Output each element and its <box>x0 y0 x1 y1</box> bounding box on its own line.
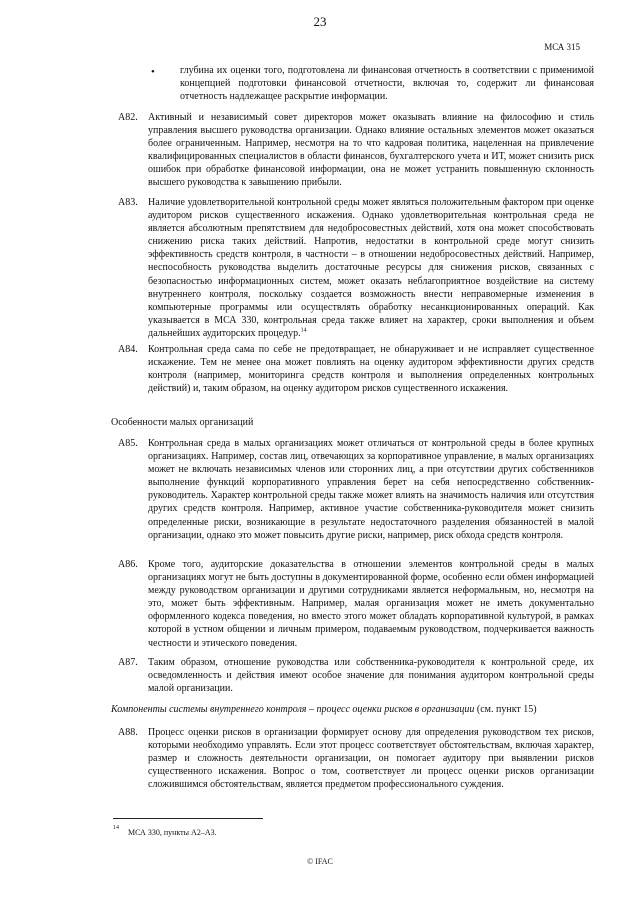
paragraph-a83-text: Наличие удовлетворительной контрольной среды может являться положительным фактором при оценке аудитором рисков существенного искажения. Однако удовлетворительная контрольная среда не является абсолютным препятствием для недобросовестных действий, хотя она может способствовать снижению риска таких действий. Напротив, недостатки в контрольной среде могут снизить эффективность средств контроля, в частности – в отношении недобросовестных действий. Например, неспособность руководства выделить достаточные ресурсы для снижения рисков, связанных с безопасностью информационных систем, может оказать неблагоприятное воздействие на систему внутреннего контроля, поскольку создается возможность внести неправомерные изменения в компьютерные программы или осуществлять обработку несанкционированных операций. Как указывается в МСА 330, контрольная среда также влияет на характер, сроки выполнения и объем дальнейших аудиторских процедур. <box>148 197 594 339</box>
page-footer: © IFAC <box>307 857 333 866</box>
component-heading-italic: Компоненты системы внутреннего контроля – процесс оценки рисков в организации <box>111 704 475 715</box>
page-number: 23 <box>313 14 327 29</box>
bullet-text: глубина их оценки того, подготовлена ли финансовая отчетность в соответствии с применимой концепцией подготовки финансовой отчетности, включая то, содержит ли финансовая отчетность надлежащее раскрытие информации. <box>180 65 594 103</box>
paragraph-a88: Процесс оценки рисков в организации формирует основу для определения руководством тех рисков, которыми необходимо управлять. Если этот процесс соответствует обстоятельствам, включая характер, размер и сложность деятельности организации, он помогает аудитору при выявлении рисков существенного искажения. Вопрос о том, соответствует ли процесс оценки рисков организации сложившимся обстоятельствам, является предметом профессионального суждения. <box>148 727 594 791</box>
paragraph-a84: Контрольная среда сама по себе не предотвращает, не обнаруживает и не исправляет существенное искажение. Тем не менее она может повлиять на оценку аудитором эффективности других средств контроля (например, мониторинга средств контроля и выполнения определенных контрольных действий) и, таким образом, на оценку аудитором рисков существенного искажения. <box>148 344 594 395</box>
paragraph-a83 <box>148 196 594 340</box>
standard-reference: МСА 315 <box>544 42 580 52</box>
footnote-reference: 14 <box>300 327 307 334</box>
paragraph-label-a85: A85. <box>118 438 138 449</box>
footnote-number: 14 <box>113 825 119 831</box>
paragraph-label-a88: A88. <box>118 727 138 738</box>
paragraph-a85: Контрольная среда в малых организациях может отличаться от контрольной среды в более крупных организациях. Например, состав лиц, отвечающих за корпоративное управление, в малых организациях может не включать независимых членов или сторонних лиц, а при отсутствии других собственников выполнение функций корпоративного управления берет на себя непосредственно собственник-руководитель. Характер контрольной среды также может влиять на значимость наличия или отсутствия других средств контроля. Например, активное участие собственника-руководителя может снизить определенные риски, возникающие в результате недостаточного разделения обязанностей в малой организации, однако это может повысить другие риски, например, риск обхода средств контроля. <box>148 438 594 541</box>
bullet-icon: • <box>151 66 155 78</box>
footnote-divider <box>113 818 263 819</box>
paragraph-label-a83: A83. <box>118 197 138 208</box>
paragraph-a87: Таким образом, отношение руководства или собственника-руководителя к контрольной среде, их осведомленность и действия имеют особое значение для понимания аудитором контрольной среды малой организации. <box>148 657 594 695</box>
paragraph-label-a86: A86. <box>118 559 138 570</box>
component-heading-ref: (см. пункт 15) <box>474 704 537 715</box>
paragraph-label-a84: A84. <box>118 344 138 355</box>
paragraph-label-a82: A82. <box>118 112 138 123</box>
component-heading <box>111 703 601 716</box>
section-heading-small-entities: Особенности малых организаций <box>111 417 254 428</box>
paragraph-a82: Активный и независимый совет директоров может оказывать влияние на философию и стиль управления высшего руководства организации. Однако влияние остальных элементов может оказаться более ограниченным. Например, несмотря на то что кадровая политика, нацеленная на привлечение квалифицированных специалистов в области финансов, бухгалтерского учета и ИТ, может снизить риск ошибок при обработке финансовой информации, она не может устранить повышенную склонность высшего руководства к завышению прибыли. <box>148 112 594 189</box>
paragraph-a86: Кроме того, аудиторские доказательства в отношении элементов контрольной среды в малых организациях могут не быть доступны в документированной форме, особенно если обмен информацией между руководством организации и другими сотрудниками является неформальным, но, несмотря на это, может быть эффективным. Например, малая организация может не иметь документально оформленного кодекса поведения, но вместо этого может обладать корпоративной культурой, в рамках которой в устном общении и личным примером, подаваемым руководством, подчеркивается важность честности и этического поведения. <box>148 559 594 649</box>
footnote-text: МСА 330, пункты A2–A3. <box>128 828 217 837</box>
paragraph-label-a87: A87. <box>118 657 138 668</box>
